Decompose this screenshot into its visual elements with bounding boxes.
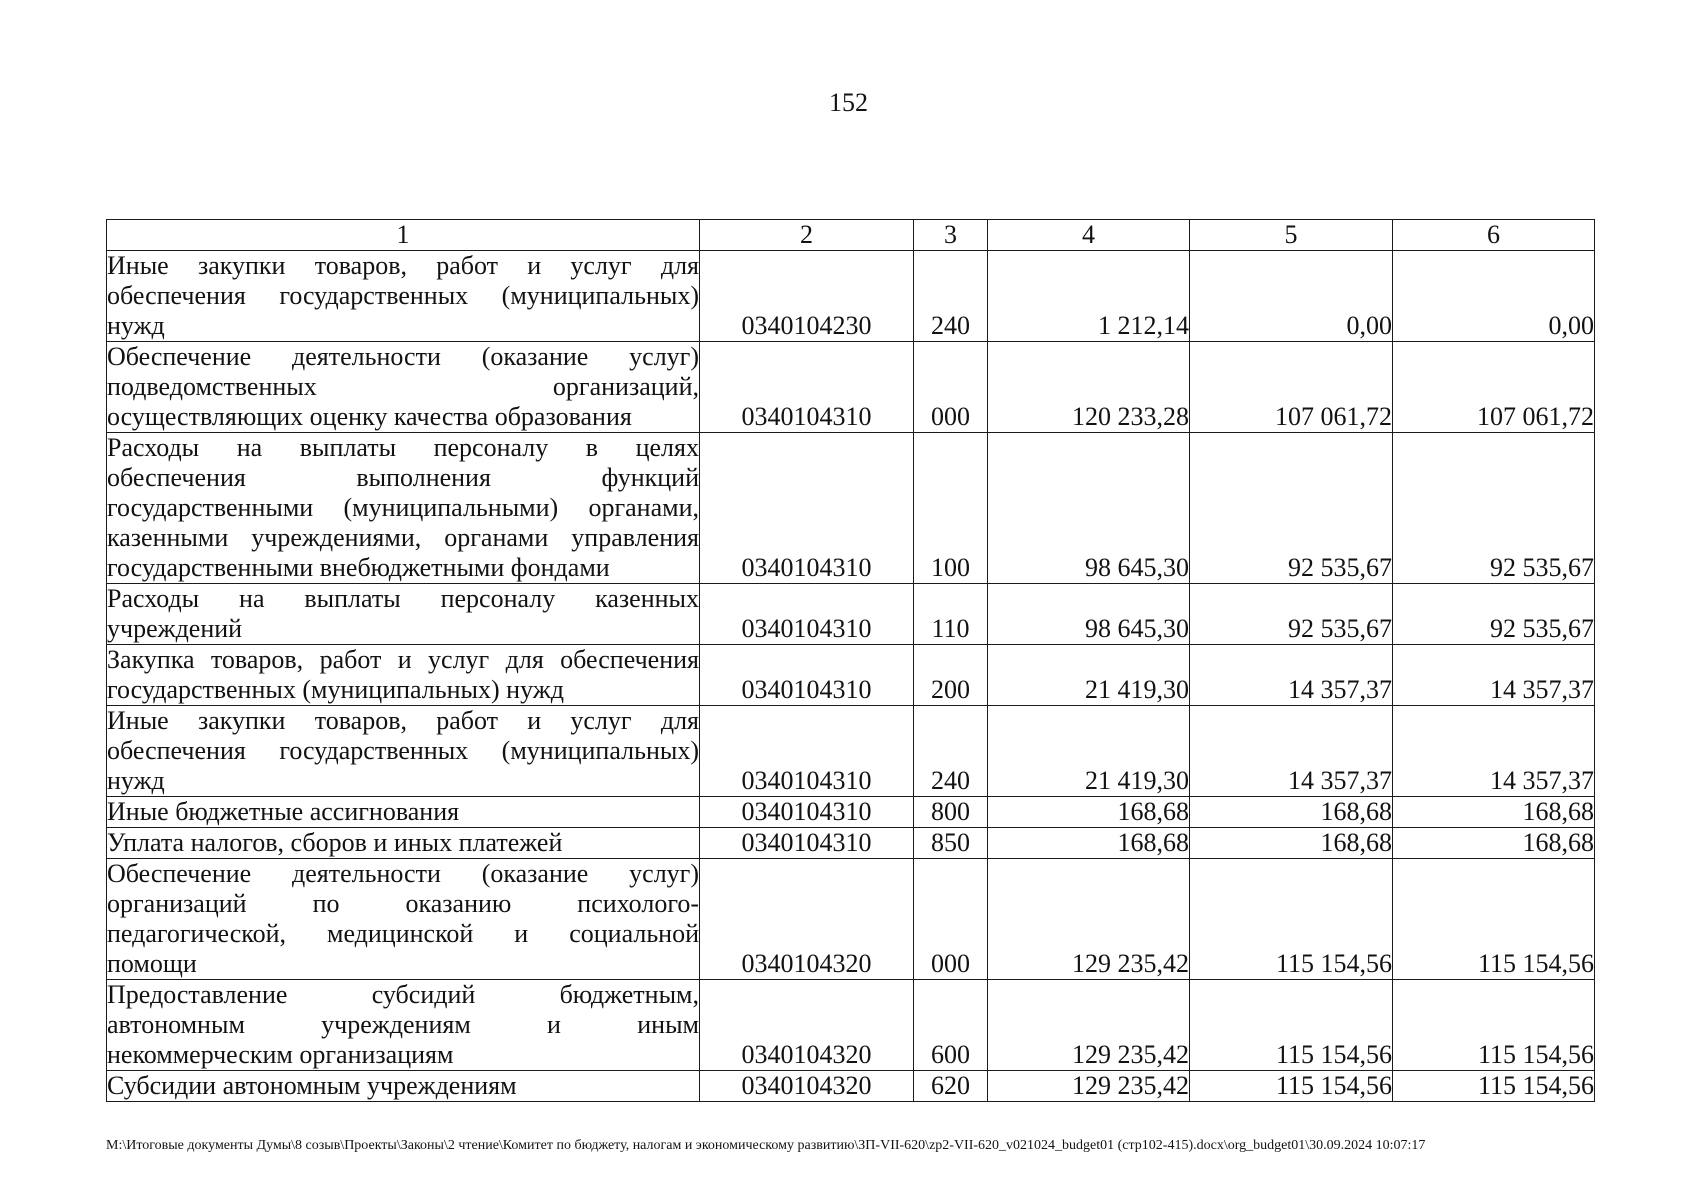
amount-cell-col6: 168,68: [1393, 797, 1595, 828]
table-row: [107, 828, 1595, 859]
amount-cell-col6: 115 154,56: [1393, 1071, 1595, 1102]
description-line: Иные закупки товаров, работ и услуг для: [107, 706, 699, 735]
type-cell: 240: [914, 251, 988, 342]
description-line: государственными (муниципальными) органами,: [107, 493, 699, 522]
description-line: Субсидии автономным учреждениям: [107, 1071, 517, 1100]
description-cell: [107, 342, 700, 433]
table-row: [107, 859, 1595, 980]
description-line: Иные бюджетные ассигнования: [107, 797, 460, 826]
amount-cell-col4: 168,68: [988, 797, 1190, 828]
description-cell: [107, 584, 700, 645]
column-header: 5: [1190, 220, 1393, 251]
description-line: обеспечения государственных (муниципальных): [107, 736, 699, 765]
table-row: [107, 706, 1595, 797]
code-cell: 0340104310: [700, 797, 914, 828]
code-cell: 0340104310: [700, 342, 914, 433]
column-header: 4: [988, 220, 1190, 251]
amount-cell-col6: 107 061,72: [1393, 342, 1595, 433]
amount-cell-col4: 120 233,28: [988, 342, 1190, 433]
description-line: обеспечения государственных (муниципальных): [107, 281, 699, 310]
file-path-footer: M:\Итоговые документы Думы\8 созыв\Проекты\Законы\2 чтение\Комитет по бюджету, налогам и экономическому развитию\ЗП-VII-620\zp2-VII-620_v021024_budget01 (стр102-415).docx\org_budget01\30.09.2024 10:07:17: [106, 1138, 1426, 1153]
code-cell: 0340104320: [700, 980, 914, 1071]
amount-cell-col5: 168,68: [1190, 828, 1393, 859]
type-cell: 000: [914, 342, 988, 433]
description-line: нужд: [107, 311, 165, 340]
amount-cell-col4: 21 419,30: [988, 645, 1190, 706]
type-cell: 000: [914, 859, 988, 980]
amount-cell-col5: 14 357,37: [1190, 706, 1393, 797]
code-cell: 0340104320: [700, 1071, 914, 1102]
amount-cell-col5: 14 357,37: [1190, 645, 1393, 706]
amount-cell-col4: 129 235,42: [988, 1071, 1190, 1102]
amount-cell-col5: 92 535,67: [1190, 584, 1393, 645]
amount-cell-col4: 21 419,30: [988, 706, 1190, 797]
amount-cell-col4: 98 645,30: [988, 584, 1190, 645]
amount-cell-col5: 0,00: [1190, 251, 1393, 342]
code-cell: 0340104310: [700, 584, 914, 645]
page-number: 152: [829, 88, 868, 117]
amount-cell-col6: 14 357,37: [1393, 645, 1595, 706]
amount-cell-col6: 115 154,56: [1393, 980, 1595, 1071]
description-line: автономным учреждениям и иным: [107, 1010, 699, 1039]
table-row: [107, 645, 1595, 706]
code-cell: 0340104310: [700, 828, 914, 859]
table-row: [107, 584, 1595, 645]
amount-cell-col6: 92 535,67: [1393, 584, 1595, 645]
description-line: педагогической, медицинской и социальной: [107, 919, 699, 948]
description-line: Обеспечение деятельности (оказание услуг): [107, 859, 699, 888]
description-line: Расходы на выплаты персоналу казенных: [107, 584, 699, 613]
type-cell: 800: [914, 797, 988, 828]
type-cell: 200: [914, 645, 988, 706]
description-line: некоммерческим организациям: [107, 1040, 454, 1069]
column-header: 2: [700, 220, 914, 251]
amount-cell-col6: 0,00: [1393, 251, 1595, 342]
table-row: [107, 797, 1595, 828]
description-line: нужд: [107, 766, 165, 795]
amount-cell-col4: 129 235,42: [988, 980, 1190, 1071]
amount-cell-col4: 98 645,30: [988, 433, 1190, 584]
amount-cell-col4: 168,68: [988, 828, 1190, 859]
code-cell: 0340104320: [700, 859, 914, 980]
type-cell: 110: [914, 584, 988, 645]
type-cell: 100: [914, 433, 988, 584]
description-line: Предоставление субсидий бюджетным,: [107, 980, 699, 1009]
amount-cell-col6: 115 154,56: [1393, 859, 1595, 980]
type-cell: 620: [914, 1071, 988, 1102]
amount-cell-col5: 115 154,56: [1190, 859, 1393, 980]
table-row: [107, 1071, 1595, 1102]
description-line: казенными учреждениями, органами управления: [107, 523, 699, 552]
column-header: 6: [1393, 220, 1595, 251]
description-line: Иные закупки товаров, работ и услуг для: [107, 251, 699, 280]
description-cell: [107, 1071, 700, 1102]
code-cell: 0340104310: [700, 645, 914, 706]
description-line: обеспечения выполнения функций: [107, 463, 699, 492]
description-line: Расходы на выплаты персоналу в целях: [107, 433, 699, 462]
description-line: Уплата налогов, сборов и иных платежей: [107, 828, 563, 857]
type-cell: 600: [914, 980, 988, 1071]
code-cell: 0340104230: [700, 251, 914, 342]
description-line: государственными внебюджетными фондами: [107, 553, 610, 582]
column-header: 1: [107, 220, 700, 251]
code-cell: 0340104310: [700, 433, 914, 584]
code-cell: 0340104310: [700, 706, 914, 797]
description-cell: [107, 706, 700, 797]
amount-cell-col5: 92 535,67: [1190, 433, 1393, 584]
amount-cell-col5: 107 061,72: [1190, 342, 1393, 433]
description-cell: [107, 980, 700, 1071]
table-row: [107, 433, 1595, 584]
amount-cell-col5: 168,68: [1190, 797, 1393, 828]
column-header: 3: [914, 220, 988, 251]
description-cell: [107, 433, 700, 584]
type-cell: 240: [914, 706, 988, 797]
amount-cell-col5: 115 154,56: [1190, 1071, 1393, 1102]
table-row: [107, 980, 1595, 1071]
description-cell: [107, 859, 700, 980]
description-line: осуществляющих оценку качества образования: [107, 402, 632, 431]
amount-cell-col4: 1 212,14: [988, 251, 1190, 342]
description-line: подведомственных организаций,: [107, 372, 699, 401]
description-cell: [107, 251, 700, 342]
description-line: Обеспечение деятельности (оказание услуг): [107, 342, 699, 371]
description-line: государственных (муниципальных) нужд: [107, 675, 564, 704]
budget-table: [106, 219, 1595, 1102]
description-line: организаций по оказанию психолого-: [107, 889, 699, 918]
table-row: [107, 251, 1595, 342]
header-row: [107, 220, 1595, 251]
description-cell: [107, 828, 700, 859]
type-cell: 850: [914, 828, 988, 859]
amount-cell-col4: 129 235,42: [988, 859, 1190, 980]
amount-cell-col5: 115 154,56: [1190, 980, 1393, 1071]
amount-cell-col6: 92 535,67: [1393, 433, 1595, 584]
description-line: помощи: [107, 949, 197, 978]
table-row: [107, 342, 1595, 433]
description-line: Закупка товаров, работ и услуг для обеспечения: [107, 645, 699, 674]
amount-cell-col6: 14 357,37: [1393, 706, 1595, 797]
description-cell: [107, 797, 700, 828]
amount-cell-col6: 168,68: [1393, 828, 1595, 859]
description-line: учреждений: [107, 614, 243, 643]
description-cell: [107, 645, 700, 706]
